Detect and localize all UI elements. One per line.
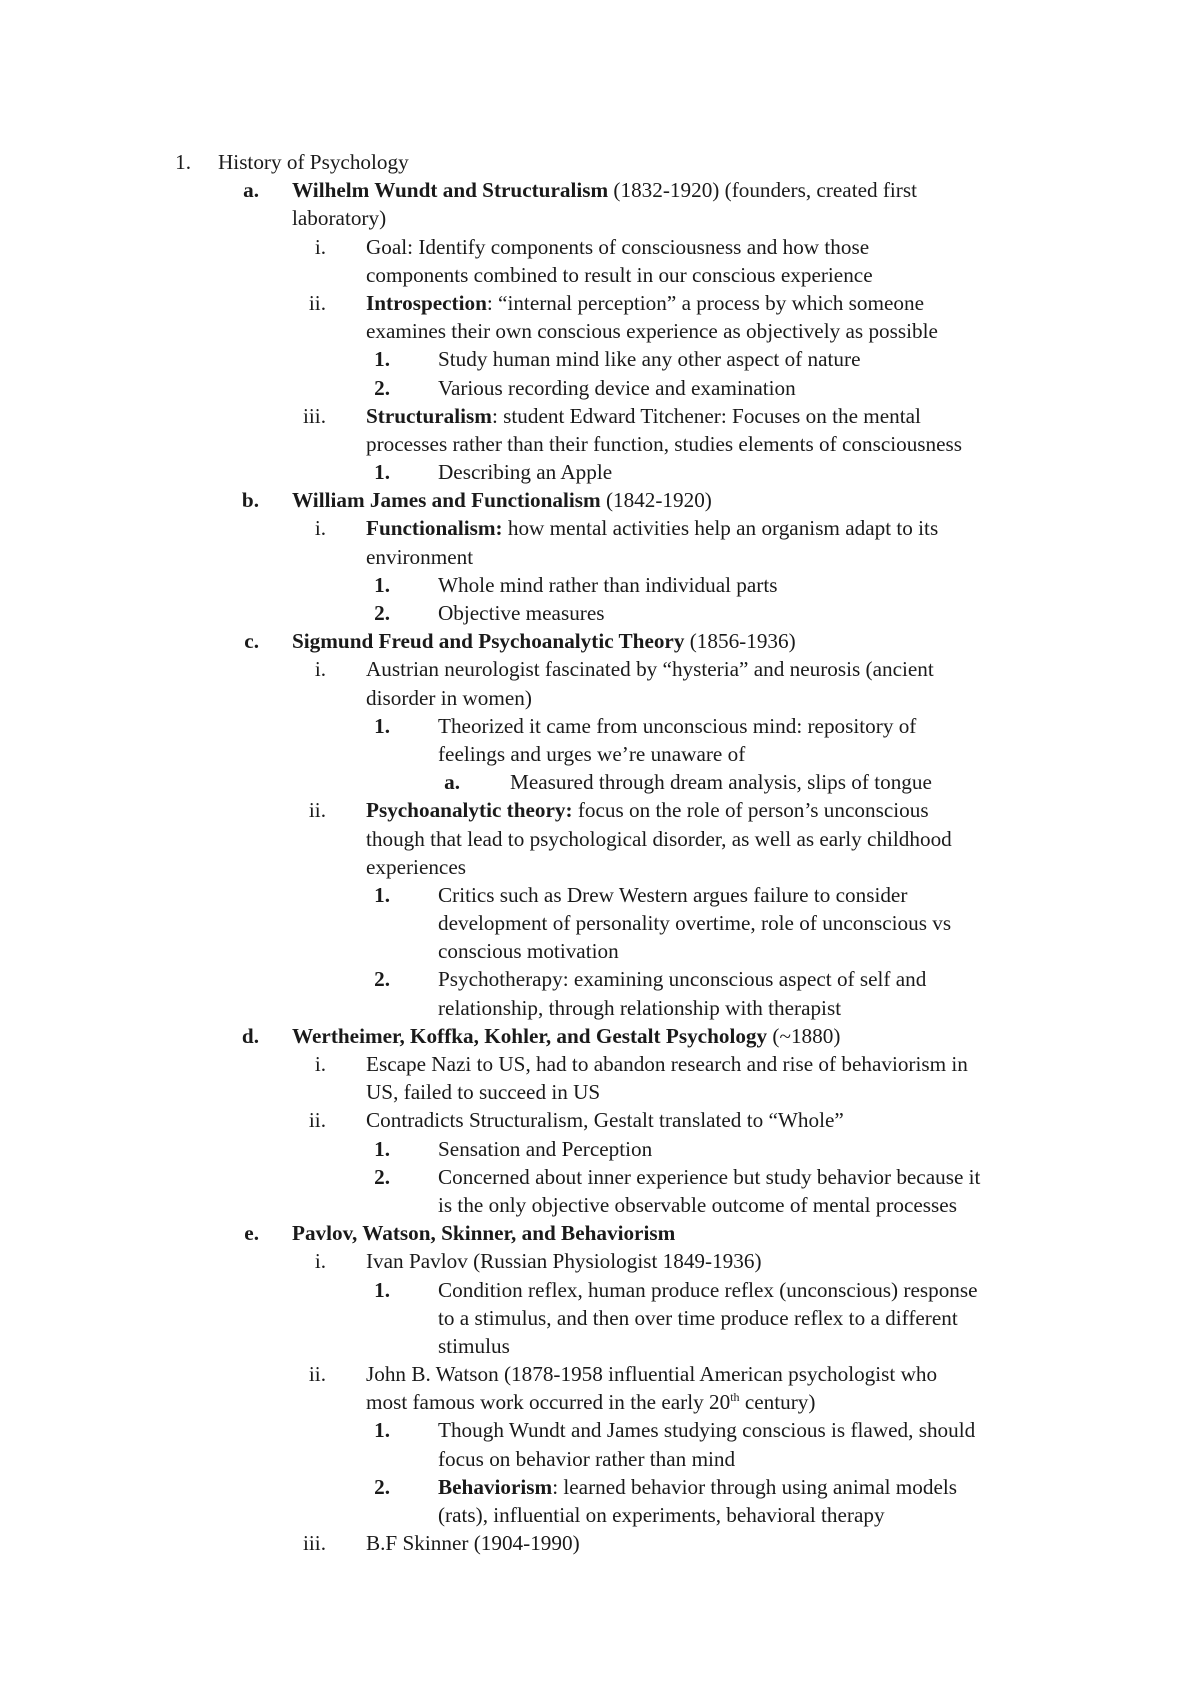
text-run: Describing an Apple — [438, 460, 613, 485]
text-run: century) — [739, 1390, 816, 1415]
outline-line — [0, 796, 1200, 824]
text-run: Measured through dream analysis, slips of tongue — [510, 770, 932, 795]
line-text — [366, 1388, 815, 1416]
text-run: Study human mind like any other aspect of nature — [438, 347, 861, 372]
text-run: processes rather than their function, studies elements of consciousness — [366, 431, 963, 456]
outline-line — [0, 881, 1200, 909]
text-run: Austrian neurologist fascinated by “hysteria” and neurosis (ancient — [366, 657, 934, 682]
outline-line — [0, 684, 1200, 712]
outline-line — [0, 1445, 1200, 1473]
outline-line — [0, 204, 1200, 232]
outline-line — [0, 289, 1200, 317]
outline-line — [0, 458, 1200, 486]
text-run: is the only objective observable outcome of mental processes — [438, 1192, 957, 1217]
list-marker: 1. — [374, 1277, 390, 1302]
outline-line — [0, 740, 1200, 768]
list-marker: i. — [314, 1249, 326, 1274]
list-marker: 1. — [374, 572, 390, 597]
line-text — [366, 1529, 580, 1557]
list-marker: 2. — [374, 375, 390, 400]
list-marker: 1. — [175, 150, 191, 174]
bold-term: Structuralism — [366, 403, 492, 428]
list-marker: ii. — [308, 1108, 326, 1133]
line-text — [438, 1445, 735, 1473]
line-text — [438, 374, 796, 402]
text-run: focus on behavior rather than mind — [438, 1446, 736, 1471]
line-text — [292, 1219, 675, 1247]
line-text — [366, 289, 924, 317]
line-text — [438, 1416, 975, 1444]
list-marker: i. — [314, 1052, 326, 1076]
outline-line — [0, 402, 1200, 430]
text-run: : learned behavior through using animal models — [552, 1474, 958, 1499]
line-text — [366, 853, 466, 881]
list-marker: ii. — [308, 1362, 326, 1387]
list-marker: 1. — [374, 1136, 390, 1161]
bold-term: Sigmund Freud and Psychoanalytic Theory — [292, 629, 685, 654]
list-marker: 1. — [374, 347, 390, 372]
text-run: Sensation and Perception — [438, 1136, 653, 1161]
text-run: Escape Nazi to US, had to abandon research and rise of behaviorism in — [366, 1052, 968, 1076]
line-text — [366, 1106, 844, 1134]
text-run: US, failed to succeed in US — [366, 1080, 601, 1105]
text-run: disorder in women) — [366, 685, 532, 710]
outline-line — [0, 1473, 1200, 1501]
text-run: components combined to result in our conscious experience — [366, 262, 873, 287]
text-run: Goal: Identify components of consciousness and how those — [366, 234, 870, 259]
outline-line — [0, 1529, 1200, 1557]
outline-line — [0, 543, 1200, 571]
line-text — [438, 458, 612, 486]
text-run: Ivan Pavlov (Russian Physiologist 1849-1936) — [366, 1249, 762, 1274]
outline-line — [0, 233, 1200, 261]
text-run: Though Wundt and James studying conscious is flawed, should — [438, 1418, 976, 1443]
line-text — [438, 965, 926, 993]
list-marker: e. — [244, 1221, 259, 1246]
text-run: Theorized it came from unconscious mind: repository of — [438, 713, 917, 738]
text-run: John B. Watson (1878-1958 influential American psychologist who — [366, 1362, 938, 1387]
outline-line — [0, 1078, 1200, 1106]
line-text — [366, 261, 873, 289]
outline-line — [0, 261, 1200, 289]
text-run: Psychotherapy: examining unconscious aspect of self and — [438, 967, 927, 992]
text-run: (1832-1920) (founders, created first — [608, 178, 917, 203]
outline-line — [0, 148, 1200, 176]
text-run: how mental activities help an organism adapt to its — [502, 516, 939, 541]
line-text — [366, 402, 921, 430]
list-marker: 1. — [374, 882, 390, 907]
text-run: (~1880) — [767, 1023, 841, 1048]
line-text — [366, 1247, 762, 1275]
outline-line — [0, 1416, 1200, 1444]
list-marker: b. — [241, 488, 259, 513]
line-text — [366, 543, 473, 571]
text-run: though that lead to psychological disorder, as well as early childhood — [366, 826, 952, 851]
line-text — [438, 1473, 957, 1501]
line-text — [366, 233, 869, 261]
line-text — [366, 514, 938, 542]
list-marker: 1. — [374, 460, 390, 485]
list-marker: 1. — [374, 1418, 390, 1443]
document-page — [0, 148, 1200, 1557]
outline-line — [0, 1219, 1200, 1247]
text-run: : student Edward Titchener: Focuses on the mental — [491, 403, 921, 428]
text-run: relationship, through relationship with therapist — [438, 995, 842, 1020]
line-text — [438, 1135, 652, 1163]
list-marker: ii. — [308, 798, 326, 823]
text-run: Condition reflex, human produce reflex (unconscious) response — [438, 1277, 978, 1302]
text-run: Various recording device and examination — [438, 375, 796, 400]
outline-line — [0, 1022, 1200, 1050]
outline-line — [0, 1106, 1200, 1134]
outline-line — [0, 655, 1200, 683]
outline-line — [0, 1163, 1200, 1191]
line-text — [366, 825, 952, 853]
line-text — [510, 768, 932, 796]
outline-line — [0, 599, 1200, 627]
outline-line — [0, 1276, 1200, 1304]
outline-line — [0, 825, 1200, 853]
line-text — [366, 796, 929, 824]
text-run: (rats), influential on experiments, behavioral therapy — [438, 1503, 885, 1527]
line-text — [292, 486, 712, 514]
list-marker: ii. — [308, 290, 326, 315]
line-text — [366, 430, 962, 458]
list-marker: a. — [444, 770, 460, 795]
line-text — [438, 599, 605, 627]
text-run: (1856-1936) — [684, 629, 796, 654]
bold-term: Psychoanalytic theory: — [366, 798, 573, 823]
outline-line — [0, 1501, 1200, 1529]
line-text — [438, 1332, 510, 1360]
list-marker: 2. — [374, 967, 390, 992]
line-text — [438, 937, 619, 965]
list-marker: iii. — [303, 403, 326, 428]
bold-term: Behaviorism — [438, 1474, 553, 1499]
outline-line — [0, 345, 1200, 373]
bold-term: Introspection — [366, 290, 487, 315]
outline-line — [0, 768, 1200, 796]
outline-line — [0, 1360, 1200, 1388]
list-marker: 2. — [374, 601, 390, 625]
text-run: experiences — [366, 854, 466, 879]
outline-line — [0, 1135, 1200, 1163]
line-text — [366, 1360, 937, 1388]
line-text — [366, 1078, 600, 1106]
outline-line — [0, 994, 1200, 1022]
text-run: environment — [366, 544, 474, 569]
list-marker: i. — [314, 516, 326, 541]
line-text — [438, 994, 841, 1022]
text-run: focus on the role of person’s unconscious — [572, 798, 929, 823]
line-text — [438, 571, 778, 599]
text-run: B.F Skinner (1904-1990) — [366, 1531, 580, 1556]
list-marker: c. — [244, 629, 259, 654]
outline-line — [0, 712, 1200, 740]
list-marker: a. — [243, 178, 259, 203]
line-text — [438, 345, 860, 373]
list-marker: iii. — [303, 1531, 326, 1556]
outline-line — [0, 374, 1200, 402]
line-text — [366, 655, 934, 683]
bold-term: Wertheimer, Koffka, Kohler, and Gestalt Psychology — [292, 1023, 768, 1048]
outline-line — [0, 1247, 1200, 1275]
line-text — [292, 176, 917, 204]
text-run: Whole mind rather than individual parts — [438, 572, 778, 597]
line-text — [292, 1022, 840, 1050]
text-run: : “internal perception” a process by which someone — [486, 290, 924, 315]
text-run: stimulus — [438, 1333, 510, 1358]
text-run: Contradicts Structuralism, Gestalt translated to “Whole” — [366, 1108, 844, 1133]
line-text — [438, 740, 745, 768]
list-marker: 1. — [374, 713, 390, 738]
list-marker: i. — [314, 657, 326, 682]
line-text — [292, 204, 386, 232]
line-text — [292, 627, 796, 655]
outline-line — [0, 965, 1200, 993]
outline-line — [0, 1388, 1200, 1416]
text-run: development of personality overtime, role of unconscious vs — [438, 911, 952, 936]
bold-term: Wilhelm Wundt and Structuralism — [292, 178, 609, 203]
outline-line — [0, 514, 1200, 542]
bold-term: Pavlov, Watson, Skinner, and Behaviorism — [292, 1221, 676, 1246]
text-run: Concerned about inner experience but study behavior because it — [438, 1164, 981, 1189]
outline-line — [0, 571, 1200, 599]
line-text — [218, 148, 409, 176]
outline-line — [0, 1304, 1200, 1332]
line-text — [366, 1050, 968, 1078]
outline-line — [0, 176, 1200, 204]
superscript: th — [730, 1390, 740, 1405]
text-run: conscious motivation — [438, 939, 619, 964]
outline-line — [0, 1332, 1200, 1360]
line-text — [438, 881, 907, 909]
line-text — [438, 712, 916, 740]
line-text — [438, 1304, 958, 1332]
text-run: History of Psychology — [218, 150, 409, 174]
text-run: feelings and urges we’re unaware of — [438, 741, 746, 766]
list-marker: 2. — [374, 1474, 390, 1499]
outline-line — [0, 1050, 1200, 1078]
line-text — [438, 1276, 978, 1304]
text-run: Critics such as Drew Western argues failure to consider — [438, 882, 908, 907]
text-run: laboratory) — [292, 206, 387, 231]
list-marker: 2. — [374, 1164, 390, 1189]
outline-line — [0, 430, 1200, 458]
text-run: to a stimulus, and then over time produce reflex to a different — [438, 1305, 958, 1330]
text-run: most famous work occurred in the early 20 — [366, 1390, 731, 1415]
bold-term: Functionalism: — [366, 516, 503, 541]
list-marker: i. — [314, 234, 326, 259]
text-run: (1842-1920) — [600, 488, 712, 513]
outline-line — [0, 909, 1200, 937]
text-run: Objective measures — [438, 601, 605, 625]
line-text — [366, 317, 938, 345]
line-text — [438, 1163, 980, 1191]
bold-term: William James and Functionalism — [292, 488, 601, 513]
line-text — [366, 684, 532, 712]
line-text — [438, 909, 951, 937]
line-text — [438, 1501, 885, 1529]
outline-line — [0, 627, 1200, 655]
list-marker: d. — [241, 1023, 259, 1048]
outline-line — [0, 486, 1200, 514]
outline-line — [0, 317, 1200, 345]
outline-line — [0, 853, 1200, 881]
text-run: examines their own conscious experience as objectively as possible — [366, 319, 938, 344]
line-text — [438, 1191, 957, 1219]
outline-line — [0, 1191, 1200, 1219]
outline-line — [0, 937, 1200, 965]
